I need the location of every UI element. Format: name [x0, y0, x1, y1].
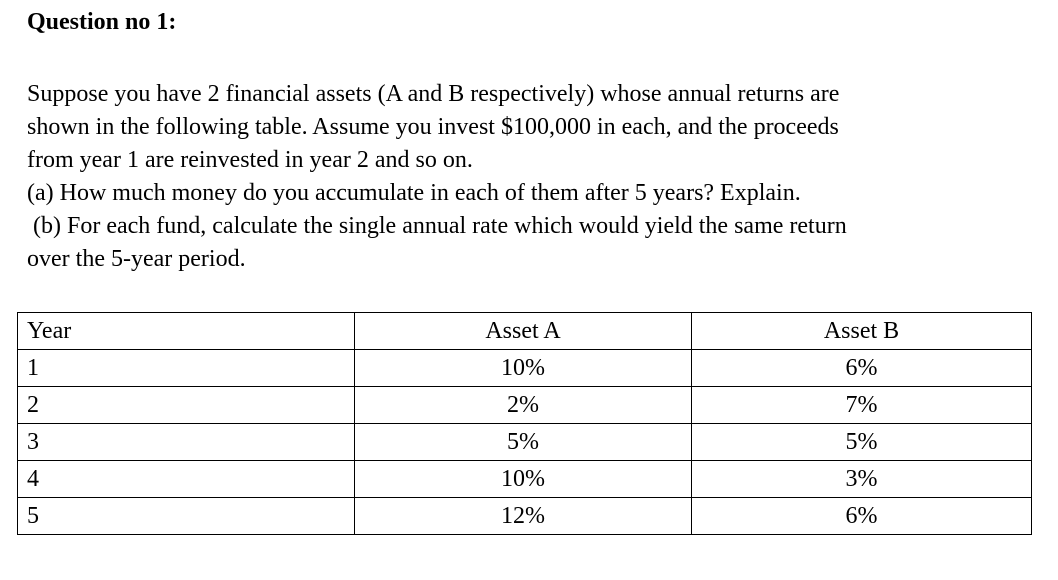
- asset-a-cell: 2%: [355, 387, 692, 424]
- part-a-text: (a) How much money do you accumulate in each of them after 5 years? Explain.: [27, 180, 801, 206]
- table-header-row: [18, 313, 1032, 350]
- header-asset-a: Asset A: [355, 313, 692, 350]
- returns-table: [17, 312, 1032, 535]
- header-year: Year: [18, 313, 355, 350]
- question-text: [27, 78, 1027, 276]
- table-row: [18, 461, 1032, 498]
- asset-a-cell: 12%: [355, 498, 692, 535]
- table-row: [18, 387, 1032, 424]
- year-cell: 1: [18, 350, 355, 387]
- asset-a-cell: 10%: [355, 350, 692, 387]
- header-asset-b: Asset B: [692, 313, 1032, 350]
- asset-b-cell: 6%: [692, 498, 1032, 535]
- part-b-text: (b) For each fund, calculate the single annual rate which would yield the same return: [33, 213, 847, 239]
- asset-b-cell: 7%: [692, 387, 1032, 424]
- asset-a-cell: 10%: [355, 461, 692, 498]
- asset-b-cell: 3%: [692, 461, 1032, 498]
- table-row: [18, 424, 1032, 461]
- question-text-line: Suppose you have 2 financial assets (A and B respectively) whose annual returns are: [27, 81, 840, 107]
- question-text-line: shown in the following table. Assume you invest $100,000 in each, and the proceeds: [27, 114, 839, 140]
- year-cell: 4: [18, 461, 355, 498]
- year-cell: 3: [18, 424, 355, 461]
- table-row: [18, 498, 1032, 535]
- asset-b-cell: 5%: [692, 424, 1032, 461]
- table-row: [18, 350, 1032, 387]
- asset-b-cell: 6%: [692, 350, 1032, 387]
- question-text-line: over the 5-year period.: [27, 246, 246, 272]
- question-text-line: from year 1 are reinvested in year 2 and so on.: [27, 147, 473, 173]
- year-cell: 2: [18, 387, 355, 424]
- question-heading: Question no 1:: [27, 9, 177, 35]
- asset-a-cell: 5%: [355, 424, 692, 461]
- year-cell: 5: [18, 498, 355, 535]
